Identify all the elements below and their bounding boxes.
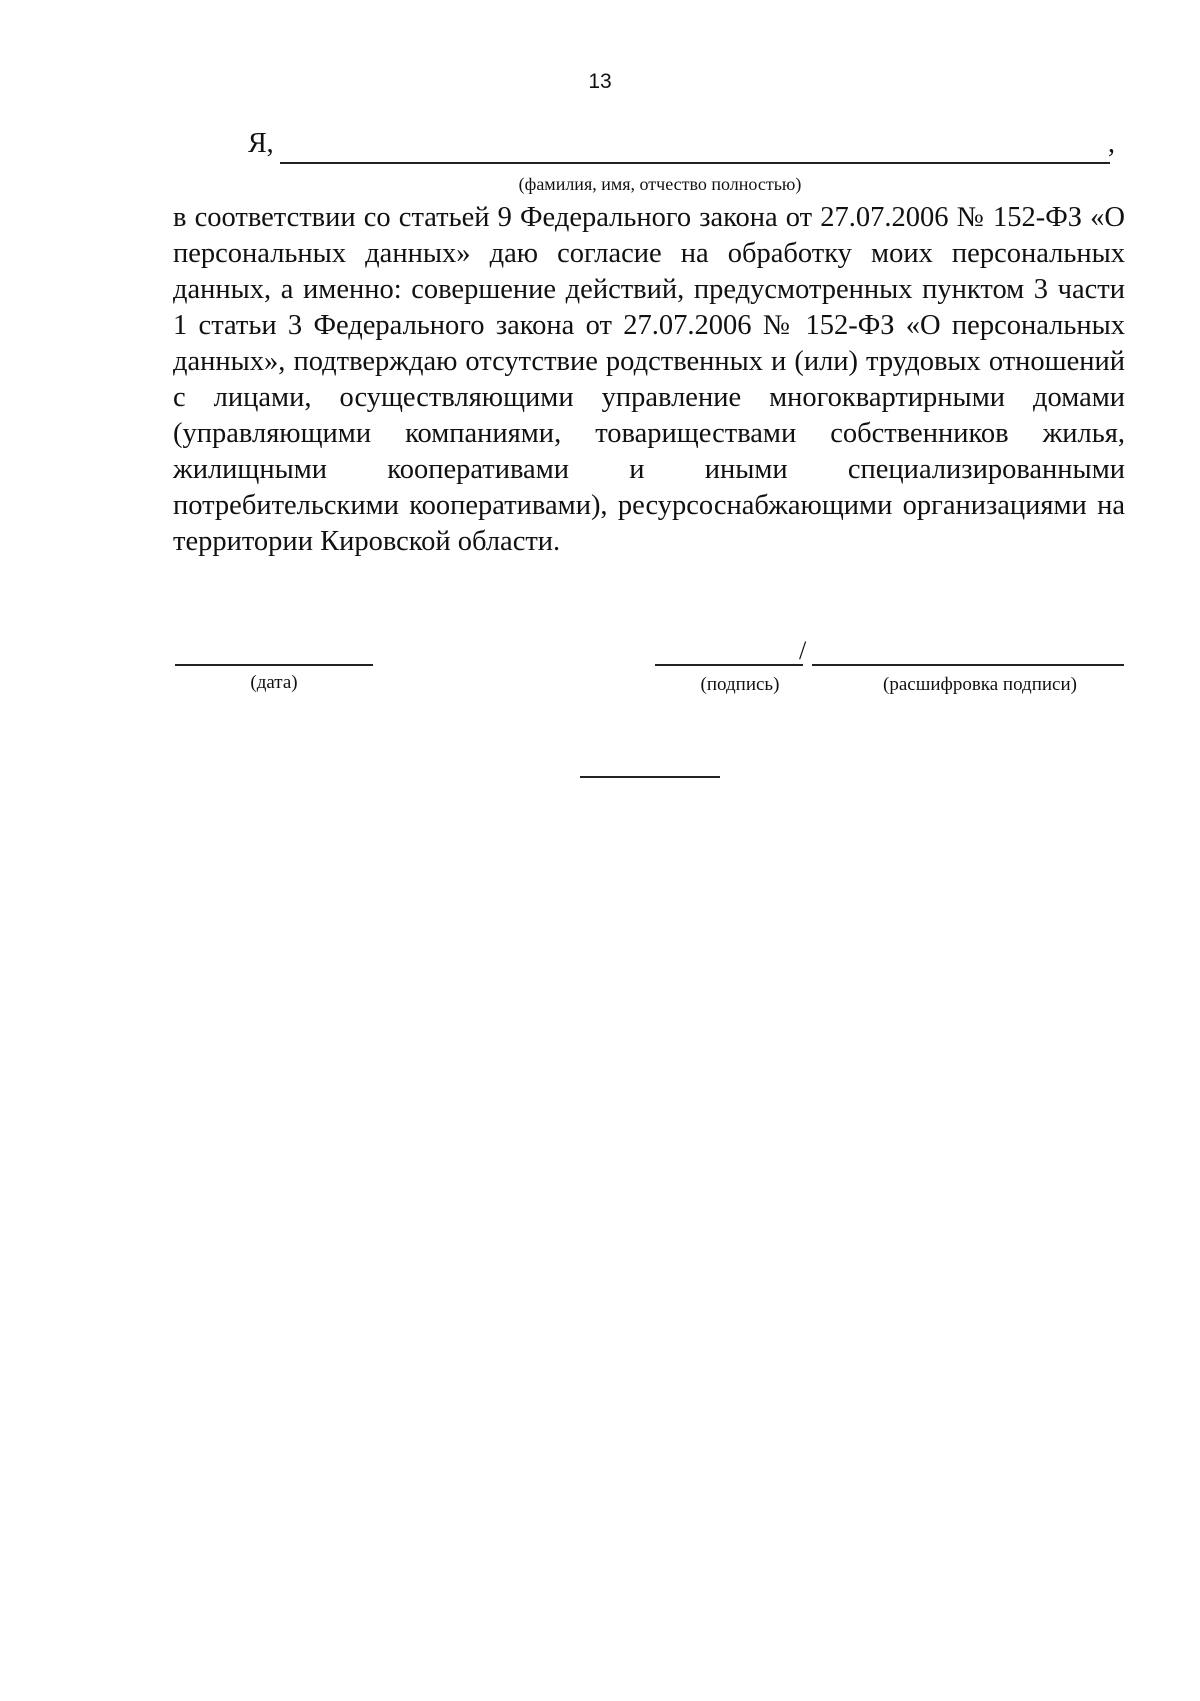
signature-caption: (подпись) — [700, 674, 780, 695]
declarant-comma: , — [1108, 128, 1115, 159]
full-name-caption: (фамилия, имя, отчество полностью) — [518, 174, 802, 194]
signature-decoding-caption: (расшифровка подписи) — [883, 674, 1077, 695]
signature-blank-field[interactable] — [655, 664, 803, 666]
full-name-blank-field[interactable] — [280, 162, 1110, 164]
signature-separator: / — [799, 636, 807, 665]
declarant-prefix: Я, — [248, 128, 274, 159]
date-blank-field[interactable] — [175, 664, 373, 666]
signature-decoding-blank-field[interactable] — [812, 664, 1124, 666]
date-caption: (дата) — [250, 672, 298, 693]
page-number: 13 — [588, 70, 612, 93]
declarant-line — [248, 128, 1124, 168]
consent-paragraph: в соответствии со статьей 9 Федерального закона от 27.07.2006 № 152-ФЗ «О персональных данных» даю согласие на обработку моих персональных данных, а именно: совершение действий, предусмотренных пунктом 3 части 1 статьи 3 Федерального закона от 27.07.2006 № 152-ФЗ «О персональных данных», подтверждаю отсутствие родственных и (или) трудовых отношений с лицами, осуществляющими управление многоквартирными домами (управляющими компаниями, товариществами собственников жилья, жилищными кооперативами и иными специализированными потребительскими кооперативами), ресурсоснабжающими организациями на территории Кировской области. — [173, 202, 1125, 557]
end-of-document-rule — [580, 776, 720, 778]
